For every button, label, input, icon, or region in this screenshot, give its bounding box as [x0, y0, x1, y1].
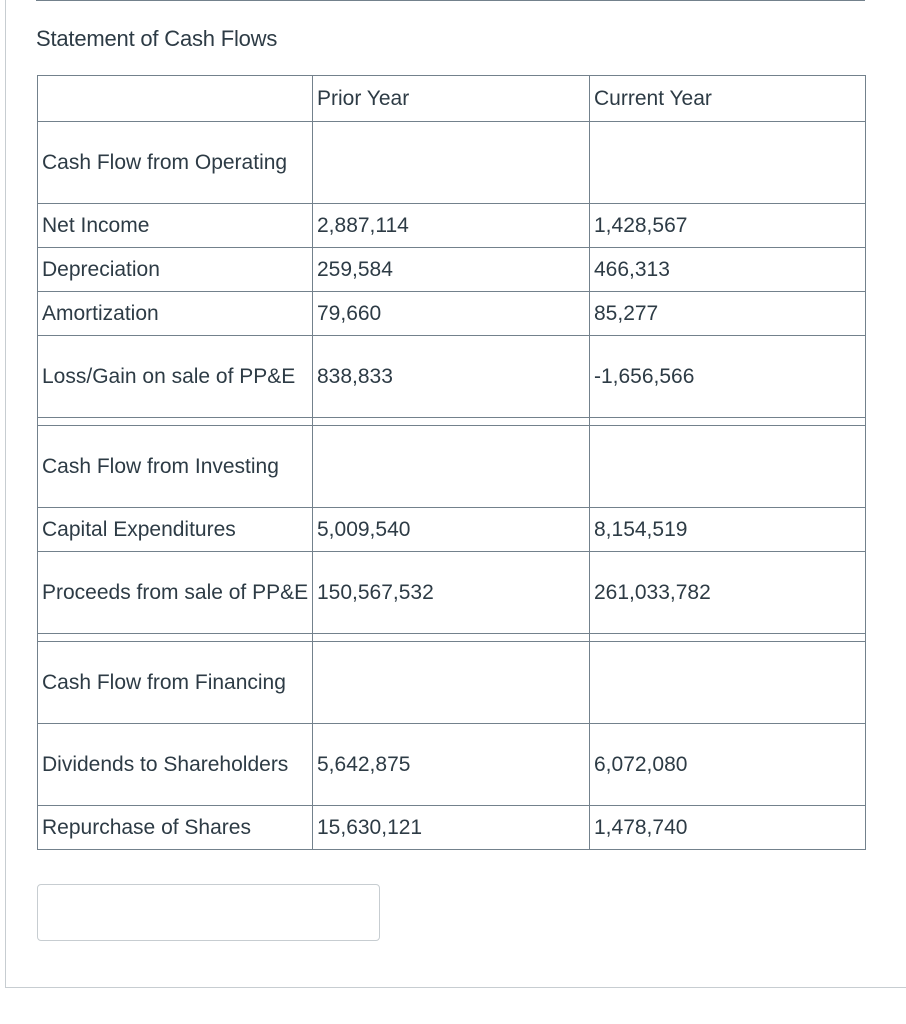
prior-year-value: [313, 122, 590, 204]
row-label: Net Income: [38, 204, 313, 248]
prior-year-value: 150,567,532: [313, 552, 590, 634]
current-year-value: 1,428,567: [590, 204, 866, 248]
row-label: Cash Flow from Financing: [38, 642, 313, 724]
prior-year-value: 79,660: [313, 292, 590, 336]
row-label: Cash Flow from Operating: [38, 122, 313, 204]
row-label: Proceeds from sale of PP&E: [38, 552, 313, 634]
current-year-value: 261,033,782: [590, 552, 866, 634]
current-year-value: -1,656,566: [590, 336, 866, 418]
answer-input[interactable]: [37, 884, 380, 941]
spacer-cell: [590, 418, 866, 426]
spacer-cell: [38, 418, 313, 426]
current-year-value: 466,313: [590, 248, 866, 292]
current-year-value: [590, 122, 866, 204]
row-label: Amortization: [38, 292, 313, 336]
spacer-cell: [313, 418, 590, 426]
row-label: Repurchase of Shares: [38, 806, 313, 850]
top-divider: [36, 0, 865, 1]
table-row: [38, 806, 866, 850]
table-row: [38, 426, 866, 508]
current-year-value: 6,072,080: [590, 724, 866, 806]
table-header-row: [38, 76, 866, 122]
header-cell-label: [38, 76, 313, 122]
table-row: [38, 248, 866, 292]
header-cell-prior-year: Prior Year: [313, 76, 590, 122]
current-year-value: [590, 642, 866, 724]
table-row: [38, 336, 866, 418]
table-spacer-row: [38, 418, 866, 426]
table-row: [38, 508, 866, 552]
prior-year-value: 838,833: [313, 336, 590, 418]
prior-year-value: 15,630,121: [313, 806, 590, 850]
current-year-value: 8,154,519: [590, 508, 866, 552]
prior-year-value: [313, 642, 590, 724]
table-row: [38, 292, 866, 336]
spacer-cell: [590, 634, 866, 642]
row-label: Cash Flow from Investing: [38, 426, 313, 508]
prior-year-value: 259,584: [313, 248, 590, 292]
row-label: Capital Expenditures: [38, 508, 313, 552]
prior-year-value: 5,009,540: [313, 508, 590, 552]
current-year-value: [590, 426, 866, 508]
current-year-value: 85,277: [590, 292, 866, 336]
table-row: [38, 642, 866, 724]
cash-flow-table: [37, 75, 866, 850]
spacer-cell: [38, 634, 313, 642]
prior-year-value: 5,642,875: [313, 724, 590, 806]
table-row: [38, 204, 866, 248]
spacer-cell: [313, 634, 590, 642]
table-row: [38, 724, 866, 806]
table-row: [38, 552, 866, 634]
statement-title: Statement of Cash Flows: [36, 26, 278, 51]
row-label: Depreciation: [38, 248, 313, 292]
current-year-value: 1,478,740: [590, 806, 866, 850]
table-spacer-row: [38, 634, 866, 642]
table-row: [38, 122, 866, 204]
row-label: Loss/Gain on sale of PP&E: [38, 336, 313, 418]
prior-year-value: 2,887,114: [313, 204, 590, 248]
header-cell-current-year: Current Year: [590, 76, 866, 122]
prior-year-value: [313, 426, 590, 508]
row-label: Dividends to Shareholders: [38, 724, 313, 806]
